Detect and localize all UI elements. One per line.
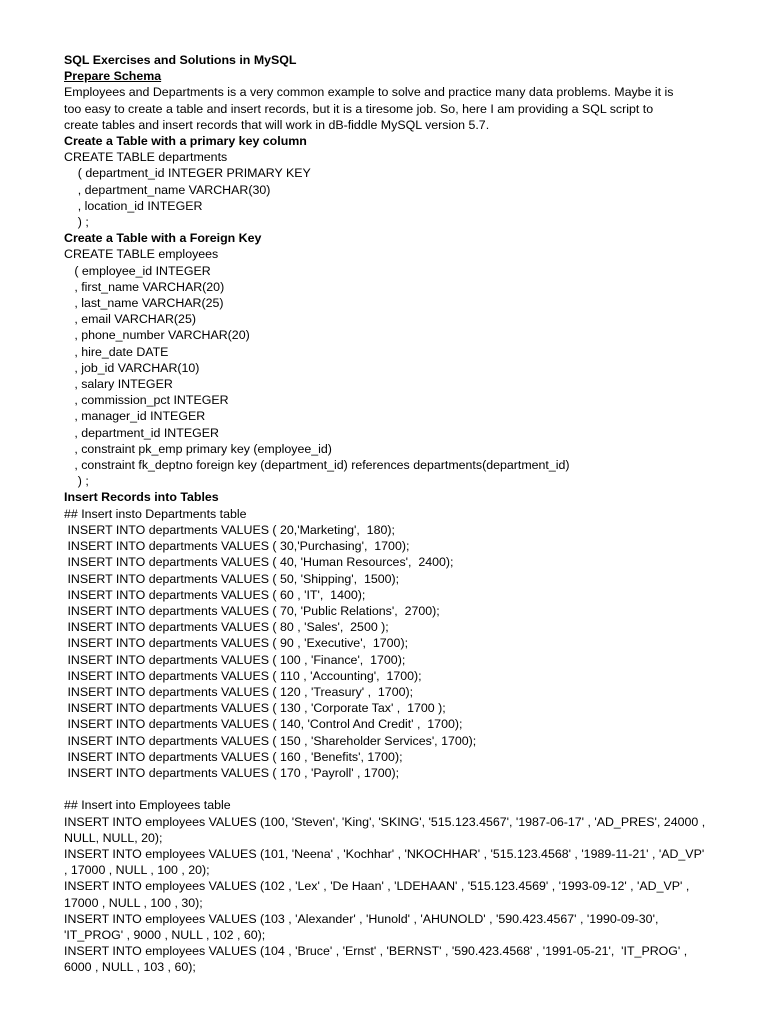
- sql-line: ) ;: [64, 474, 89, 489]
- sql-line: 17000 , NULL , 100 , 30);: [64, 895, 203, 910]
- intro-line: too easy to create a table and insert records, but it is a tiresome job. So, here I am providing a SQL script to: [64, 101, 654, 116]
- sql-line: CREATE TABLE departments: [64, 150, 228, 165]
- sql-line: , constraint pk_emp primary key (employee_id): [64, 441, 332, 456]
- sql-line: INSERT INTO departments VALUES ( 70, 'Public Relations', 2700);: [64, 603, 440, 618]
- sql-line: , commission_pct INTEGER: [64, 393, 229, 408]
- sql-line: INSERT INTO departments VALUES ( 90 , 'Executive', 1700);: [64, 636, 409, 651]
- sql-line: INSERT INTO departments VALUES ( 150 , 'Shareholder Services', 1700);: [64, 733, 477, 748]
- employees-comment: ## Insert into Employees table: [64, 798, 231, 813]
- sql-line: INSERT INTO departments VALUES ( 80 , 'Sales', 2500 );: [64, 620, 389, 635]
- sql-line: INSERT INTO departments VALUES ( 60 , 'IT', 1400);: [64, 587, 366, 602]
- sql-line: , 17000 , NULL , 100 , 20);: [64, 863, 210, 878]
- sql-line: INSERT INTO employees VALUES (104 , 'Bruce' , 'Ernst' , 'BERNST' , '590.423.4568' , '1991-05-21', 'IT_PROG' ,: [64, 944, 688, 959]
- prepare-schema-heading: Prepare Schema: [64, 69, 162, 84]
- sql-line: , first_name VARCHAR(20): [64, 279, 225, 294]
- sql-line: , phone_number VARCHAR(20): [64, 328, 250, 343]
- sql-line: INSERT INTO employees VALUES (100, 'Steven', 'King', 'SKING', '515.123.4567', '1987-06-17' , 'AD_PRES', 24000 ,: [64, 814, 706, 829]
- sql-line: INSERT INTO departments VALUES ( 40, 'Human Resources', 2400);: [64, 555, 454, 570]
- intro-paragraph: [64, 84, 724, 133]
- sql-line: INSERT INTO departments VALUES ( 130 , 'Corporate Tax' , 1700 );: [64, 701, 446, 716]
- sql-line: INSERT INTO employees VALUES (103 , 'Alexander' , 'Hunold' , 'AHUNOLD' , '590.423.4567' , '1990-09-30',: [64, 911, 659, 926]
- intro-line: create tables and insert records that will work in dB-fiddle MySQL version 5.7.: [64, 117, 490, 132]
- sql-line: INSERT INTO employees VALUES (102 , 'Lex' , 'De Haan' , 'LDEHAAN' , '515.123.4569' , '1993-09-12' , 'AD_VP' ,: [64, 879, 690, 894]
- sql-line: INSERT INTO departments VALUES ( 30,'Purchasing', 1700);: [64, 539, 410, 554]
- sql-line: INSERT INTO departments VALUES ( 50, 'Shipping', 1500);: [64, 571, 400, 586]
- sql-line: INSERT INTO departments VALUES ( 20,'Marketing', 180);: [64, 522, 395, 537]
- sql-line: , department_name VARCHAR(30): [64, 182, 271, 197]
- sql-line: , last_name VARCHAR(25): [64, 296, 224, 311]
- section-heading-primary-key: Create a Table with a primary key column: [64, 134, 307, 149]
- sql-line: , location_id INTEGER: [64, 198, 203, 213]
- sql-line: INSERT INTO departments VALUES ( 170 , 'Payroll' , 1700);: [64, 765, 400, 780]
- sql-line: ( department_id INTEGER PRIMARY KEY: [64, 166, 311, 181]
- sql-line: ( employee_id INTEGER: [64, 263, 211, 278]
- sql-line: , job_id VARCHAR(10): [64, 360, 200, 375]
- departments-comment: ## Insert insto Departments table: [64, 506, 247, 521]
- sql-line: INSERT INTO departments VALUES ( 160 , 'Benefits', 1700);: [64, 749, 403, 764]
- sql-line: , hire_date DATE: [64, 344, 169, 359]
- sql-line: INSERT INTO departments VALUES ( 140, 'Control And Credit' , 1700);: [64, 717, 463, 732]
- document-title: SQL Exercises and Solutions in MySQL: [64, 53, 297, 67]
- sql-line: CREATE TABLE employees: [64, 247, 219, 262]
- sql-line: , department_id INTEGER: [64, 425, 219, 440]
- blank-line: [64, 781, 724, 797]
- sql-line: ) ;: [64, 215, 89, 230]
- sql-line: INSERT INTO departments VALUES ( 100 , 'Finance', 1700);: [64, 652, 406, 667]
- departments-insert-sql: [64, 522, 724, 781]
- section-heading-foreign-key: Create a Table with a Foreign Key: [64, 231, 262, 246]
- departments-create-sql: [64, 149, 724, 230]
- sql-line: INSERT INTO departments VALUES ( 120 , 'Treasury' , 1700);: [64, 684, 414, 699]
- sql-line: , salary INTEGER: [64, 377, 173, 392]
- sql-line: NULL, NULL, 20);: [64, 830, 163, 845]
- sql-line: INSERT INTO employees VALUES (101, 'Neena' , 'Kochhar' , 'NKOCHHAR' , '515.123.4568' , '1989-11-21' , 'AD_VP': [64, 846, 705, 861]
- sql-line: , manager_id INTEGER: [64, 409, 206, 424]
- section-heading-insert: Insert Records into Tables: [64, 490, 219, 505]
- sql-line: , email VARCHAR(25): [64, 312, 196, 327]
- document-page: [64, 52, 724, 976]
- sql-line: 6000 , NULL , 103 , 60);: [64, 960, 196, 975]
- sql-line: INSERT INTO departments VALUES ( 110 , 'Accounting', 1700);: [64, 668, 422, 683]
- sql-line: 'IT_PROG' , 9000 , NULL , 102 , 60);: [64, 927, 266, 942]
- sql-line: , constraint fk_deptno foreign key (department_id) references departments(department_id): [64, 458, 570, 473]
- intro-line: Employees and Departments is a very common example to solve and practice many data problems. Maybe it is: [64, 85, 674, 100]
- employees-create-sql: [64, 246, 724, 489]
- employees-insert-sql: [64, 814, 724, 976]
